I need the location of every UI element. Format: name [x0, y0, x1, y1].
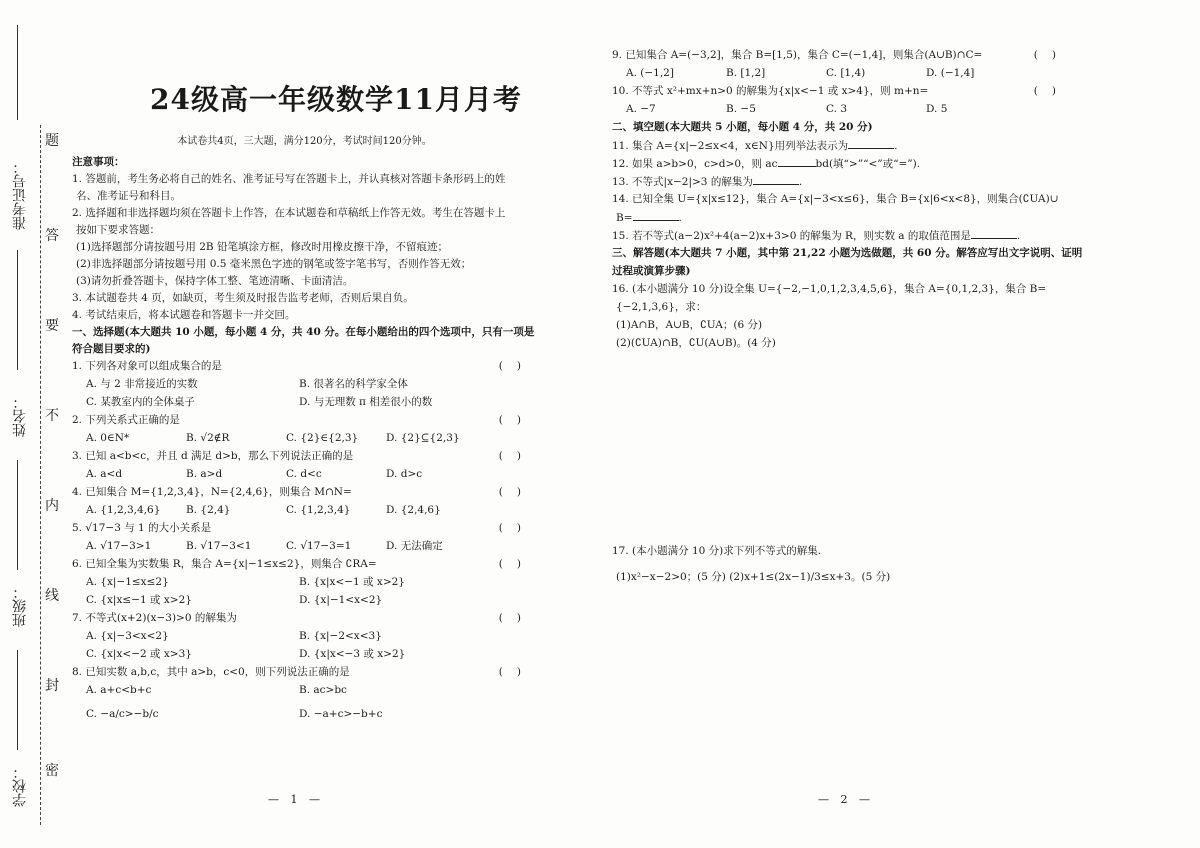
note-line: 按如下要求答题： — [76, 224, 160, 236]
note-line: 名、准考证号和科目。 — [76, 190, 181, 202]
option: D. (−1,4] — [926, 67, 975, 79]
fill-question-text: . — [1016, 230, 1021, 242]
option: D. {2}⊆{2,3} — [386, 432, 460, 444]
q16-line: (2)(∁UA)∩B，∁U(A∪B)。(4 分) — [616, 337, 776, 349]
q16-line: (1)A∩B，A∪B，∁UA；(6 分) — [616, 319, 763, 331]
seal-char: 不 — [45, 408, 59, 424]
question-text: 5. √17−3 与 1 的大小关系是 — [72, 522, 212, 534]
option: B. [1,2] — [726, 67, 766, 79]
page-2 — [612, 48, 1083, 588]
field-line — [17, 650, 18, 750]
option: A. −7 — [626, 103, 656, 115]
option-row — [72, 701, 537, 727]
answer-paren: () — [498, 450, 535, 462]
fill-question — [612, 210, 1072, 228]
field-line — [17, 25, 18, 120]
option: D. −a+c>−b+c — [299, 708, 383, 720]
binding-margin — [0, 0, 70, 848]
option: B. √2∉R — [186, 432, 230, 444]
option-row — [72, 431, 537, 449]
fill-question-text: 12. 如果 a>b>0，c>d>0，则 ac — [612, 158, 778, 170]
question-text: 8. 已知实数 a,b,c，其中 a>b，c<0，则下列说法正确的是 — [72, 666, 350, 678]
fill-question — [612, 174, 1072, 192]
option-row — [72, 629, 537, 647]
fill-question-text: bd(填“>”“<”或“=”). — [815, 158, 921, 170]
option-row — [72, 377, 537, 395]
seal-char: 题 — [45, 133, 59, 149]
notes-heading: 注意事项： — [72, 156, 125, 168]
section-3-heading: 三、解答题(本大题共 7 小题，其中第 21,22 小题为选做题，共 60 分。解答应写出文字说明、证明 — [612, 247, 1083, 259]
seal-char: 封 — [45, 678, 59, 694]
section-2-heading: 二、填空题(本大题共 5 小题，每小题 4 分，共 20 分) — [612, 121, 873, 133]
option-row — [72, 395, 537, 413]
option-row — [72, 575, 537, 593]
option: C. d<c — [286, 468, 322, 480]
option: D. {2,4,6} — [386, 504, 441, 516]
option: C. [1,4) — [826, 67, 866, 79]
fill-question — [612, 138, 1072, 156]
option: B. −5 — [726, 103, 756, 115]
fill-question-text: . — [894, 140, 898, 152]
option-row — [72, 683, 537, 701]
question-text: 7. 不等式(x+2)(x−3)>0 的解集为 — [72, 612, 237, 624]
answer-paren: () — [498, 414, 535, 426]
fill-question-text: . — [798, 176, 803, 188]
field-line — [17, 250, 18, 370]
page-1 — [72, 135, 537, 727]
fill-question-text: 13. 不等式|x−2|>3 的解集为 — [612, 176, 753, 188]
option: A. {x|−1≤x≤2} — [86, 576, 169, 588]
answer-paren: () — [498, 360, 535, 372]
answer-paren: () — [498, 558, 535, 570]
q16-line: 16. (本小题满分 10 分)设全集 U={−2,−1,0,1,2,3,4,5,6}，集合 A={0,1,2,3}，集合 B= — [612, 283, 1047, 295]
option: D. {x|−1<x<2} — [299, 594, 383, 606]
option: C. {2}∈{2,3} — [286, 432, 359, 444]
answer-paren: () — [498, 486, 535, 498]
fill-question — [612, 228, 1072, 246]
section-1-heading: 一、选择题(本大题共 10 小题，每小题 4 分，共 40 分。在每小题给出的四个选项中，只有一项是 — [72, 326, 535, 338]
fill-question-text: 14. 已知全集 U={x|x≤12}，集合 A={x|−3<x≤6}，集合 B={x|6<x<8}，则集合(∁UA)∪ — [612, 193, 1059, 205]
option: C. 某教室内的全体桌子 — [86, 396, 195, 408]
option: A. 0∈N* — [86, 432, 130, 444]
option: B. ac>bc — [299, 684, 347, 696]
question-stem — [72, 611, 537, 629]
option-row — [72, 539, 537, 557]
note-line: (2)非选择题部分请按题号用 0.5 毫米黑色字迹的钢笔或签字笔书写，否则作答无效； — [76, 258, 472, 270]
answer-paren: () — [1033, 49, 1070, 61]
option-row — [72, 593, 537, 611]
q17-line: 17. (本小题满分 10 分)求下列不等式的解集. — [612, 545, 822, 557]
q17-line: (1)x²−x−2>0；(5 分) (2)x+1≤(2x−1)/3≤x+3。(5 分) — [616, 571, 891, 583]
option: A. √17−3>1 — [86, 540, 152, 552]
answer-paren: () — [498, 522, 535, 534]
option: D. {x|x<−3 或 x>2} — [299, 648, 406, 660]
option-row — [72, 467, 537, 485]
note-line: (1)选择题部分请按题号用 2B 铅笔填涂方框，修改时用橡皮擦干净，不留痕迹； — [76, 241, 448, 253]
option: A. 与 2 非常接近的实数 — [86, 378, 198, 390]
option: A. a<d — [86, 468, 123, 480]
option: B. 很著名的科学家全体 — [299, 378, 408, 390]
note-line: 4. 考试结束后，将本试题卷和答题卡一并交回。 — [72, 309, 296, 321]
question-stem — [612, 84, 1072, 102]
option-row — [612, 66, 1072, 84]
seal-char: 内 — [45, 498, 59, 514]
note-line: 2. 选择题和非选择题均须在答题卡上作答，在本试题卷和草稿纸上作答无效。考生在答题卡上 — [72, 207, 506, 219]
answer-space — [612, 354, 1072, 544]
question-stem — [72, 557, 537, 575]
answer-blank[interactable] — [778, 156, 816, 167]
option: C. 3 — [826, 103, 848, 115]
answer-paren: () — [1033, 85, 1070, 97]
option: B. {x|−2<x<3} — [299, 630, 382, 642]
option: C. {1,2,3,4} — [286, 504, 351, 516]
option-row — [72, 647, 537, 665]
question-stem — [72, 413, 537, 431]
fill-question — [612, 192, 1072, 210]
option: A. {1,2,3,4,6} — [86, 504, 161, 516]
question-stem — [72, 521, 537, 539]
option: B. {x|x<−1 或 x>2} — [299, 576, 405, 588]
page-number: — 1 — — [268, 793, 324, 806]
option: A. {x|−3<x<2} — [86, 630, 169, 642]
seal-dashed-line — [40, 125, 41, 825]
answer-paren: () — [498, 666, 535, 678]
question-text: 1. 下列各对象可以组成集合的是 — [72, 360, 222, 372]
field-line — [17, 460, 18, 570]
section-3-heading: 过程或演算步骤) — [612, 265, 691, 277]
note-line: (3)请勿折叠答题卡，保持字体工整、笔迹清晰、卡面清洁。 — [76, 275, 354, 287]
margin-field-exam-id: 准考证号： — [12, 160, 28, 230]
note-line: 1. 答题前，考生务必将自己的姓名、准考证号写在答题卡上，并认真核对答题卡条形码上的姓 — [72, 173, 506, 185]
option: C. −a/c>−b/c — [86, 708, 159, 720]
seal-char: 线 — [45, 588, 59, 604]
fill-question-text: B= — [616, 212, 633, 224]
question-text: 6. 已知全集为实数集 R，集合 A={x|−1≤x≤2}，则集合 ∁RA= — [72, 558, 377, 570]
question-text: 2. 下列关系式正确的是 — [72, 414, 180, 426]
margin-field-school: 学校： — [12, 765, 28, 807]
option: C. √17−3=1 — [286, 540, 352, 552]
margin-field-name: 姓名： — [12, 395, 28, 437]
option: A. a+c<b+c — [86, 684, 152, 696]
question-text: 10. 不等式 x²+mx+n>0 的解集为{x|x<−1 或 x>4}，则 m+n= — [612, 85, 929, 97]
seal-char: 答 — [45, 228, 59, 244]
fill-question-text: 11. 集合 A={x|−2≤x<4，x∈N}用列举法表示为 — [612, 140, 849, 152]
answer-blank[interactable] — [633, 210, 679, 221]
question-stem — [612, 48, 1072, 66]
option: B. {2,4} — [186, 504, 231, 516]
option: A. (−1,2] — [626, 67, 674, 79]
seal-char: 密 — [45, 763, 59, 779]
option-row — [72, 503, 537, 521]
option: B. a>d — [186, 468, 223, 480]
answer-blank[interactable] — [848, 138, 894, 149]
page-number: — 2 — — [818, 793, 874, 806]
option: D. d>c — [386, 468, 423, 480]
answer-blank[interactable] — [971, 228, 1017, 239]
answer-blank[interactable] — [753, 174, 799, 185]
option: C. {x|x≤−1 或 x>2} — [86, 594, 192, 606]
option: D. 与无理数 π 相差很小的数 — [299, 396, 433, 408]
option-row — [612, 102, 1072, 120]
option: B. √17−3<1 — [186, 540, 252, 552]
option: D. 5 — [926, 103, 948, 115]
exam-title: 24级高一年级数学11月月考 — [150, 83, 522, 116]
fill-question — [612, 156, 1072, 174]
margin-field-class: 班级： — [12, 585, 28, 627]
question-stem — [72, 449, 537, 467]
seal-char: 要 — [45, 318, 59, 334]
question-text: 4. 已知集合 M={1,2,3,4}，N={2,4,6}，则集合 M∩N= — [72, 486, 352, 498]
question-text: 3. 已知 a<b<c，并且 d 满足 d>b，那么下列说法正确的是 — [72, 450, 354, 462]
question-text: 9. 已知集合 A=(−3,2]，集合 B=[1,5)，集合 C=(−1,4]，则集合(A∪B)∩C= — [612, 49, 983, 61]
answer-paren: () — [498, 612, 535, 624]
fill-question-text: 15. 若不等式(a−2)x²+4(a−2)x+3>0 的解集为 R，则实数 a 的取值范围是 — [612, 230, 971, 242]
note-line: 3. 本试题卷共 4 页，如缺页，考生须及时报告监考老师，否则后果自负。 — [72, 292, 414, 304]
option: C. {x|x<−2 或 x>3} — [86, 648, 192, 660]
option: D. 无法确定 — [386, 540, 443, 552]
question-stem — [72, 359, 537, 377]
section-1-heading: 符合题目要求的) — [72, 343, 151, 355]
exam-intro: 本试卷共4页，三大题，满分120分，考试时间120分钟。 — [177, 136, 432, 147]
fill-question-text: . — [678, 212, 682, 224]
question-stem — [72, 485, 537, 503]
q16-line: {−2,1,3,6}，求： — [616, 301, 707, 313]
question-stem — [72, 665, 537, 683]
